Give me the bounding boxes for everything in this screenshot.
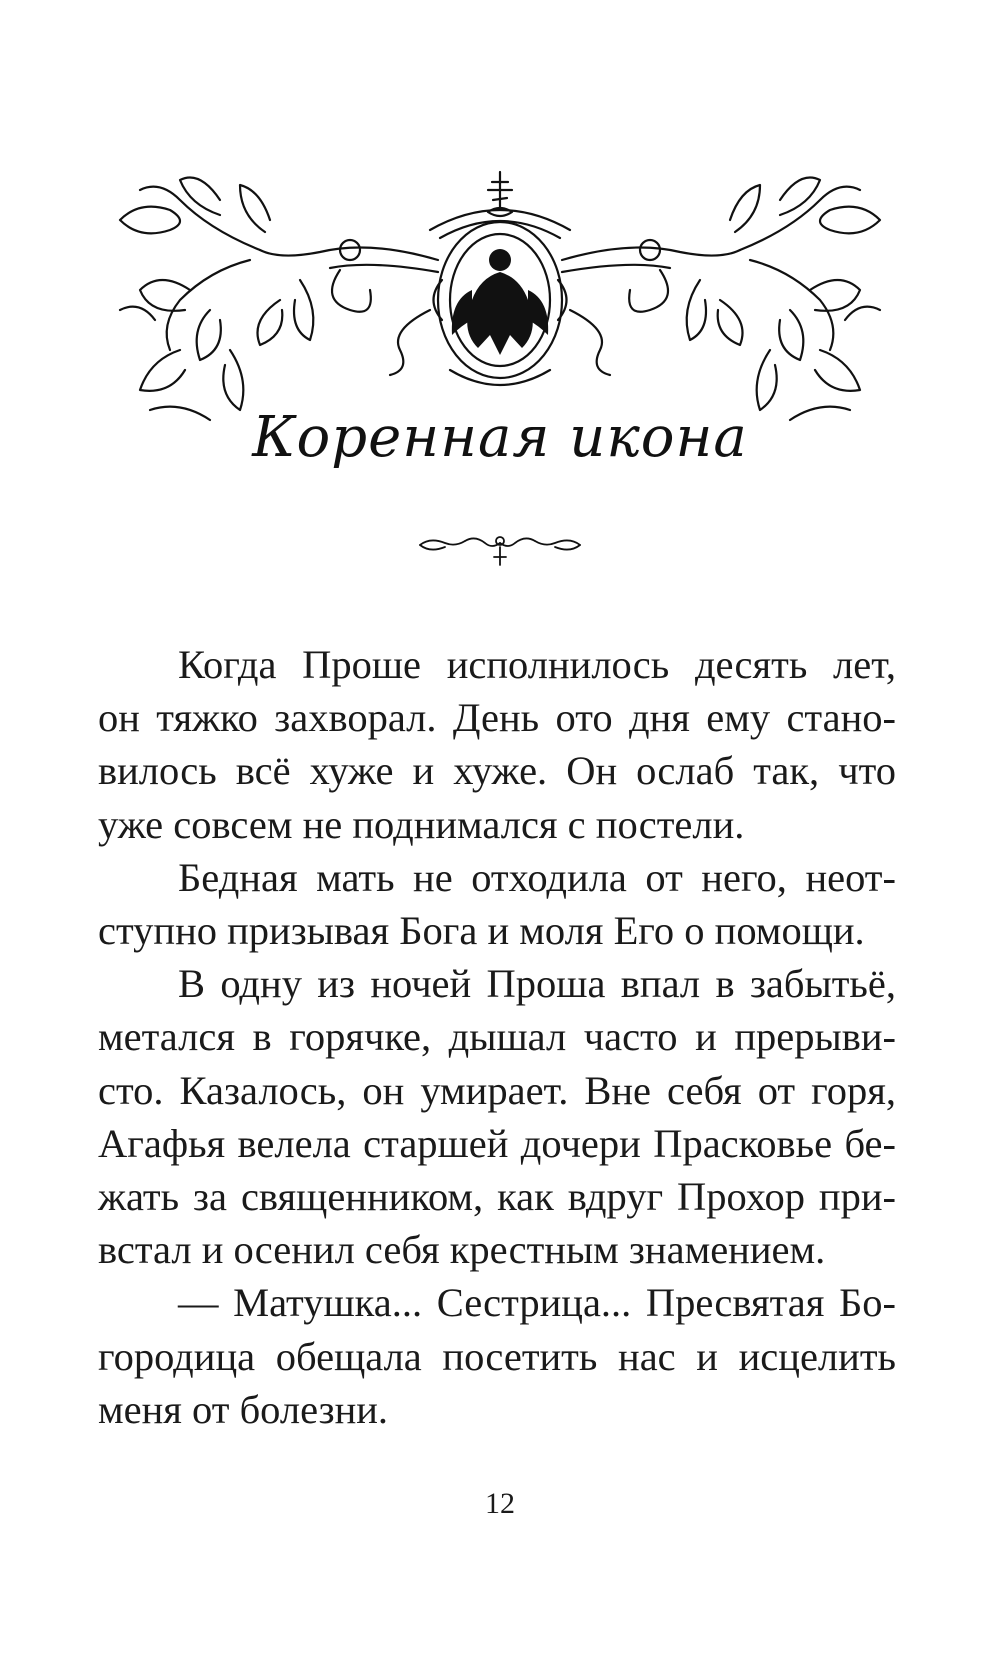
text-line: он тяжко захворал. День ото дня ему стано- bbox=[98, 695, 896, 741]
text-line: Бедная мать не отходила от него, неот- bbox=[178, 854, 896, 900]
text-line: — Матушка... Сестрица... Пресвятая Бо- bbox=[178, 1280, 896, 1326]
body-text bbox=[98, 638, 896, 1436]
text-line: Когда Проше исполнилось десять лет, bbox=[178, 642, 896, 687]
text-line: жать за священником, как вдруг Прохор при- bbox=[98, 1174, 896, 1220]
text-line: меня от болезни. bbox=[98, 1386, 389, 1432]
text-line: В одну из ночей Проша впал в забытьё, bbox=[178, 961, 896, 1007]
chapter-title: Коренная икона bbox=[252, 405, 748, 470]
text-line: городица обещала посетить нас и исцелить bbox=[98, 1333, 896, 1379]
text-line: сто. Казалось, он умирает. Вне себя от горя, bbox=[98, 1067, 896, 1113]
scroll-divider-icon bbox=[410, 525, 590, 573]
text-line: вилось всё хуже и хуже. Он ослаб так, что bbox=[98, 748, 896, 794]
text-line: ступно призывая Бога и моля Его о помощи. bbox=[98, 908, 865, 954]
text-line: метался в горячке, дышал часто и прерыви- bbox=[98, 1014, 896, 1060]
text-line: Агафья велела старшей дочери Прасковье бе- bbox=[98, 1120, 896, 1166]
page-number: 12 bbox=[485, 1487, 515, 1520]
text-line: уже совсем не поднимался с постели. bbox=[98, 801, 745, 847]
text-line: встал и осенил себя крестным знамением. bbox=[98, 1227, 826, 1273]
